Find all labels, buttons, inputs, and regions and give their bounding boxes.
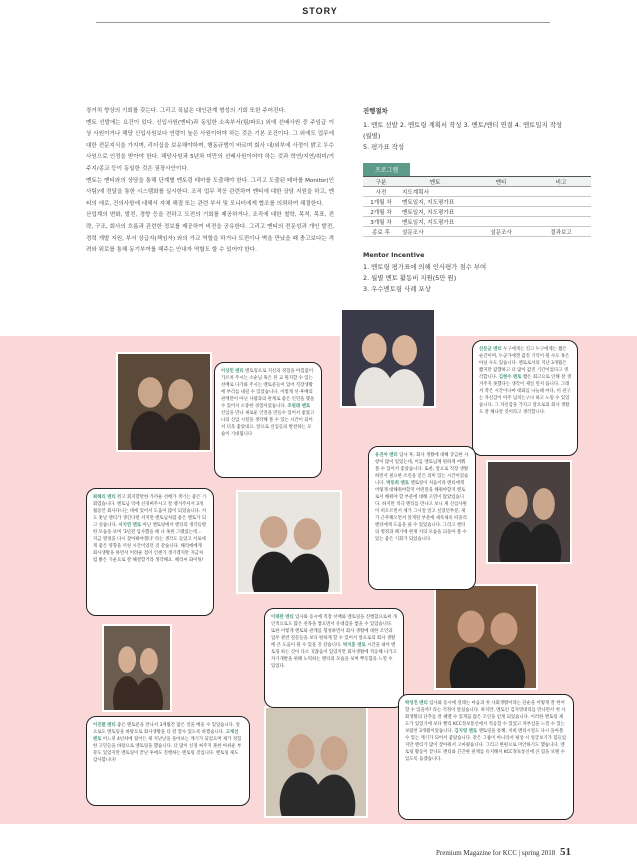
table-cell (471, 207, 531, 217)
left-paragraph: 멘토는 멘티와의 상담을 통해 단계별 멘토링 테마를 도출해야 한다. 그리고 도출된 테마를 Monitor(인사팀)에 전달을 통한 시스템화를 실시한다. 조직 업무 적응 관련하여 멘티에 대한 상담 지원을 하고, 멘티의 애로, 건의사항에 대해서 자체 해결 또는 관련 부서 및 모니터에게 협조를 의뢰하여 해결한다. (86, 177, 334, 207)
table-cell: 지도계획서 (399, 187, 471, 197)
page-footer (436, 846, 571, 858)
bubble-name: 이상민 멘티 (221, 369, 244, 374)
photo-man-woman (434, 584, 538, 690)
bubble-name: 박지훈 멘토 (342, 643, 366, 648)
table-cell (531, 217, 591, 227)
testimonial-bubble-parksungjin (398, 694, 574, 820)
table-cell: 설문조사 (471, 227, 531, 237)
table-cell: 결과보고 (531, 227, 591, 237)
bubble-text: 입사 후, 회사 생활에 대해 궁금한 사항이 많이 있었는데, 이를 멘토님께 편하게 여쭤볼 수 있어서 좋았습니다. 또한, 앞으로 직장 생활하면서 필요한 조언을 얻은 의미 있는 시간이었습니다. (375, 453, 469, 486)
table-row (363, 207, 591, 217)
photo-two-young-men (236, 490, 342, 594)
table-cell: 멘토일지, 지도평가표 (399, 217, 471, 227)
bubble-name: 박동희 멘토 (386, 481, 410, 486)
bubble-text: 멘토링을 통해, 저희 멘티시절도 다시 돌아볼 수 있는 계기가 되어서 좋았습니다. 같은 그룹이 아니라서 평상 시 얼굴보기가 힘들었지만 멘티가 많이 찾아줘서 고마웠습니다. 그리고 한편으로 미안하기도 했습니다. 멘토링 활동이 끝나도 멘티와 끈끈한 관계를 유지해서 KCC정보통신에 큰 힘을 보탤 수 있도록 돕겠습니다. (405, 729, 566, 762)
table-header-cell: 멘토 (399, 177, 471, 187)
testimonial-bubble-leetaewan (264, 608, 404, 708)
table-cell (531, 197, 591, 207)
testimonial-bubble-choihaeri (86, 488, 214, 616)
table-cell (471, 187, 531, 197)
table-cell: 멘토일지, 지도평가표 (399, 207, 471, 217)
testimonial-bubble-yujina (368, 446, 476, 590)
bubble-name: 선문균 멘티 (479, 347, 502, 352)
bubble-name: 조원래 멘토 (287, 404, 311, 409)
table-cell (471, 217, 531, 227)
incentive-line: 1. 멘토링 평가표에 의해 인사평가 점수 부여 (363, 263, 487, 271)
testimonial-bubble-leejinhwan (86, 716, 250, 806)
bubble-text: 짧은 회고으로 인해 잘 생겨주지 못했다는 생각이 제일 먼저 듭니다. 그래서 작은 시간이나마 대화를 나눌때 마다, 이 친구는 자신감이 아주 넘치는구나 하고 노릴 수 있었습니다. 그 자신감을 가지고 앞으로의 회사 생활도 잘 해나갈 것이라고 생각합니다. (479, 375, 571, 415)
bubble-text: 어느덧 4년차에 접어든 제 지난날을 돌아보는 계기가 되었으며 제가 경험한 고민들을 바탕으로 멘토링을 했습니다. 더 많이 신경 써주지 못한 아쉬운 부분도 있었지만 멘토링이 끝난 후에도 진행하는 멘토링 것입니다. 멘토링 제도 감사합니다! (93, 737, 242, 763)
program-chip: 프로그램 (363, 163, 410, 176)
incentive-title: Mentor Incentive (363, 251, 425, 259)
photo-man-left (102, 624, 172, 712)
bubble-name: 이진환 멘티 (93, 723, 116, 728)
page-number: 51 (560, 846, 571, 858)
photo-two-women-right (340, 308, 436, 408)
table-row (363, 187, 591, 197)
incentive-line: 3. 우수멘토링 사례 포상 (363, 285, 431, 293)
bubble-text: 신입을 만나 새로운 인연을 만들수 있어서 좋았고 나의 신입 시절을 생각해 볼 수 있는 시간이 되어서 더욱 좋았네요. 앞으로 신입들의 발전하는 모습이 기대됩니다 (221, 411, 315, 437)
photo-group-women (116, 352, 212, 452)
bubble-text: 입사와 동시에 직장 선배와 멘토링을 진행함으로써 개인적으로도 많은 친목을 쌓으면서 유대감을 쌓을 수 있었습니다. 또한 이렇게 멘토와 관계를 형성하면서 회사 생활에 대한 조언과 업무 관련 질문들을 보다 편하게 할 수 있어서 앞으로의 회사 생활에 큰 도움이 될 수 있을 것 같습니다. (271, 615, 397, 648)
left-paragraph: 장거치 향상의 기회를 갖는다. 그리고 폭넓은 대인관계 형성의 기회 또한 주어진다. (86, 108, 286, 114)
table-row (363, 227, 591, 237)
table-header-row (363, 177, 591, 187)
bubble-text: 누구에게는 길고 누구에게는 짧은 순간이며, 누군가에겐 값진 기억이 될 수도 혹은 아닐 수도 있습니다. 멘토로서의 지난 3개월은 짧지만 값했하고 더 많이 값진 기간이었다고 생각합니다. (479, 347, 570, 380)
testimonial-bubble-leesangmin (214, 362, 322, 478)
testimonial-bubble-seonmun (472, 340, 578, 456)
section-label: STORY (302, 6, 338, 16)
table-header-cell: 멘티 (471, 177, 531, 187)
table-cell: 종료 후 (363, 227, 399, 237)
footer-magazine: Premium Magazine for KCC (436, 849, 518, 857)
photo-two-men-right (486, 460, 572, 564)
photo-two-men-office (264, 706, 368, 818)
footer-issue: spring 2018 (522, 849, 556, 857)
table-cell (531, 207, 591, 217)
table-row (363, 197, 591, 207)
table-cell: 2개월 차 (363, 207, 399, 217)
bubble-name: 고재선 멘토 (93, 730, 239, 742)
bubble-name: 최해리 멘티 (93, 495, 116, 500)
table-cell (471, 197, 531, 207)
incentive-line: 2. 월별 멘토 활동비 지원(5만 원) (363, 274, 457, 282)
footer-separator: | (518, 849, 522, 857)
procedure-line: 1. 멘토 선발 2. 멘토링 계획서 작성 3. 멘토/멘티 연결 4. 멘토일지 작성(월별) (363, 121, 563, 140)
header-rule (96, 22, 550, 23)
bubble-name: 서지연 멘토 (118, 523, 142, 528)
bubble-name: 유진아 멘티 (375, 453, 398, 458)
bubble-text: 멘토링이 처음이라 멘티에게 어떻게 대해줘야할지 어떤말을 해줘야할지 멘토로서 해줘야 할 부분에 대해 고민이 많았었습니다. 하지만 적극 멘티를 만나고 보니 제 신입사원이 떠오르면서 제가 그시절 알고 싶었던부분, 제가 근무해오면서 알게된 부분에 새록새록 떠올리 멘티에게 도움을 줄 수 있었습니다. 그리고 멘티의 열정과 패기에 현재 저의 모습을 되돌아 볼 수 있는 좋은 기회가 되었습니다. (375, 481, 467, 542)
table-header-cell: 구분 (363, 177, 399, 187)
bubble-text: 아닌 멘토링에서 멘티의 생각들발한 모습을 보며 '3년전 입사했을 때 나 혹한 그랬었는데… 지금 열정을 다시 찾아봐야겠다' 라는 생각도 들었고 서로에게 좋은 영향을 끼친 시간이었던 것 같습니다. 해리에에게 회사생활을 하면서 어려운 점이 언젠가 생기겠지만 지금처럼 밝은 기운으로 잘 해결할거라 생각해요. 해리씨 화이팅! (93, 523, 207, 563)
procedure-line: 5. 평가표 작성 (363, 143, 405, 151)
procedure-title: 진행절차 (363, 107, 388, 115)
table-cell: 설문조사 (399, 227, 471, 237)
right-column (363, 106, 572, 295)
table-cell (531, 187, 591, 197)
table-header-cell: 비고 (531, 177, 591, 187)
bubble-text: 좋은 멘토분을 만나서 3개월간 많은 것을 배울 수 있었습니다. 앞으로도 멘토링을 바탕으로 회사생활을 더 잘 할수 있도록 하겠습니다. (93, 723, 240, 735)
bubble-text: 시간을 내어 멘토링 하는 것이 다소 귀찮음이 있었지만 회사생활에 적응해 나가고 자기개발을 위해 노력하는 멘티의 모습을 보며 뿌듯함을 느낄 수 있었다. (271, 643, 397, 669)
table-row (363, 217, 591, 227)
bubble-name: 김지영 멘토 (454, 729, 478, 734)
bubble-text: 왼고 회지할만한 가까운 선배가 생기는 좋은 기회였습니다. 멘토님 덕에 신경써주시고 잘 챙겨주셔서 3개월동안 회사다니는 데에 있어서 도움이 많이 되었습니다. 저도 훗날 멘티가 생긴다면 서지면 멘토님처럼 좋은 멘토가 되고 싶습니다. (93, 495, 207, 528)
left-column (86, 106, 334, 257)
table-cell: 멘토일지, 지도평가표 (399, 197, 471, 207)
bubble-name: 박성진 멘티 (405, 701, 428, 706)
left-paragraph: 산업계의 변화, 발전, 경향 등을 전하고 도전의 기회를 제공하거나, 조직에 대한 철학, 목적, 목표, 전략, 구조, 회사의 흐름과 관련한 정보를 제공하여 비전을 공유한다. 그리고 멘티의 전문성과 개인 발전, 경력 개발 지원, 부서 상급자(책임자) 와의 가교 역할을 하거나 도전이나 벽을 만났을 때 충고보다는 격려와 위로를 통해 동기부여를 해주는 안내자 역할도 할 수 있어야 한다. (86, 212, 334, 254)
bubble-name: 이태완 멘티 (271, 615, 294, 620)
table-cell: 3개월 차 (363, 217, 399, 227)
table-cell: 1개월 차 (363, 197, 399, 207)
program-table (363, 176, 591, 237)
left-paragraph: 멘토 선발에는 요건이 있다. 신입사원(멘티)과 동일한 소속부서(팀/파트) 외에 선배사원 중 주임급 이상 사원이거나 해당 신입사원보다 연령이 높은 사원이어야 하는 것은 기본 조건이다. 그 외에도 업무에 대한 전문지식을 가지며, 리더십을 보유해야하며, 행동규범이 바르며 회사 내/외부에 사정이 밝고 우수사원으로 인정을 받아야 한다. 해당사원과 5년차 미만의 선배사원이어야 하는 것과 학연/지연/취미/거주지/종교 등이 동일한 것은 권장사안이다. (86, 119, 334, 172)
bubble-text: 멘토링으로 지신의 경험을 아낌없이 가르쳐 주시는 소순님 혹은 된 교 원지할 수 있는 선배로 다가와 주시는 멘토분들이 있어 직장생활에 부리를 내릴 수 있었습니다. 이렇게 선·후배의 관계만이 아닌 사람과의 관계로 좋은 인연을 맺을 수 있어서 소중한 경험이었습니다. (221, 369, 315, 409)
bubble-text: 입사와 동시에 설레는 마음과 첫 사회생활이라는 단순을 어떻게 잘 헌어 할 수 있을까? 라는 걱정이 앞섰습니다. 하지만, 멘토인 김지영대리를 만나면서 첫 사회생활의 단추를 잘 꿰맬 수 있게끔 많은 조언을 얻게 되었습니다. 이러한 멘토링 제도가 있었기에 보다 빨리 KCC정보통신에서 적응할 수 있었고 자부심을 느낄 수 있는 보람찬 3개월이었습니다. (405, 701, 566, 734)
bubble-name: 김현수 멘토 (498, 375, 522, 380)
table-cell: 사전 (363, 187, 399, 197)
